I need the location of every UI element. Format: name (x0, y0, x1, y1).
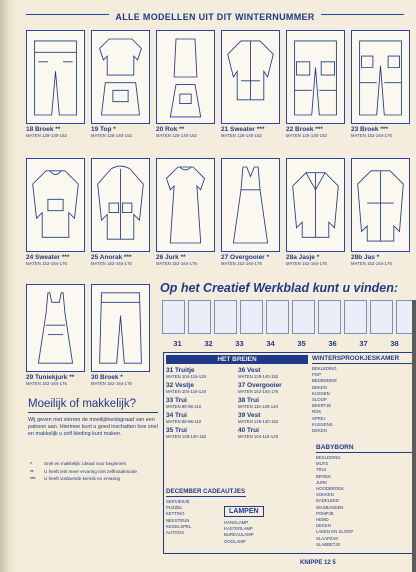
pattern-label: 26 Jurk ** (156, 254, 186, 261)
item-title: 35 Trui (166, 427, 187, 434)
item-title: 32 Vestje (166, 382, 194, 389)
pattern-sizes: MATEN 128-140-152 (26, 133, 67, 138)
pattern-sizes: MATEN 152-164-176 (26, 261, 67, 266)
list-item: MUTS (316, 461, 329, 467)
list-item: NEKSTEUN (166, 517, 190, 523)
pattern-label: 29 Tuniekjurk ** (26, 374, 75, 381)
pattern-sizes: MATEN 128-140-152 (91, 133, 132, 138)
page-footer: KNIPPE 12 5 (300, 560, 336, 566)
pattern-card[interactable] (156, 30, 215, 138)
item-title: 36 Vest (238, 367, 261, 374)
list-item: DEKEN (316, 523, 331, 529)
list-item: SERVIESJE (166, 499, 190, 504)
item-title: 40 Trui (238, 427, 259, 434)
page-header (20, 4, 410, 22)
pattern-sizes: MATEN 128-140-152 (156, 133, 197, 138)
header-title: ALLE MODELLEN UIT DIT WINTERNUMMER (109, 12, 320, 22)
item-number: 38 (390, 339, 399, 348)
thumbnail[interactable] (266, 300, 289, 334)
pattern-illustration (91, 30, 150, 124)
breien-grid (166, 367, 308, 439)
list-item: SLABBETJE (316, 541, 341, 547)
thumbnail[interactable] (292, 300, 315, 334)
babyborn-list (316, 455, 412, 548)
list-item: KUSSENS (312, 421, 333, 427)
thumbnail[interactable] (344, 300, 367, 334)
pattern-row-3 (26, 284, 150, 386)
pattern-card[interactable] (286, 30, 345, 138)
item-sizes: MATEN 116-128-140 (238, 404, 278, 409)
item-number: 34 (266, 339, 275, 348)
pattern-sizes: MATEN 152-164-176 (351, 133, 392, 138)
pattern-sizes: MATEN 152-164-176 (26, 381, 67, 386)
list-item: BEKLEDING (316, 455, 341, 460)
pattern-illustration (221, 158, 280, 252)
pattern-card[interactable] (26, 158, 85, 266)
item-sizes: MATEN 128-140-152 (166, 434, 207, 439)
list-item: HOODBROEK (316, 486, 344, 492)
lampen-list (224, 520, 308, 545)
pattern-sizes: MATEN 128-140-152 (286, 133, 327, 138)
legend-text: U heeft iets meer ervaring met zelfmaakmode (44, 468, 137, 474)
list-item: KEGELSPEL (166, 523, 192, 529)
list-item: BROEK (316, 473, 332, 479)
item-title: 33 Trui (166, 397, 187, 404)
pattern-illustration (156, 158, 215, 252)
legend-row (30, 468, 158, 476)
creatief-title: Op het Creatief Werkblad kunt u vinden: (160, 281, 398, 295)
list-item: POMPJE (316, 510, 334, 516)
item-sizes: MATEN 86-98-110 (166, 404, 202, 409)
thumbnail[interactable] (370, 300, 393, 334)
breien-heading: HET BREIEN (166, 355, 308, 364)
pattern-card[interactable] (156, 158, 215, 266)
item-title: 39 Vest (238, 412, 261, 419)
item-title: 38 Trui (238, 397, 259, 404)
december-heading: DECEMBER CADEAUTJES (166, 488, 246, 495)
list-item: POP (312, 372, 322, 378)
item-sizes: MATEN 104-116-128 (166, 389, 206, 394)
pattern-illustration (286, 30, 345, 124)
item-sizes: MATEN 128-140-152 (238, 374, 279, 379)
list-item: HEMD (316, 517, 329, 523)
breien-item[interactable] (238, 427, 308, 439)
divider (28, 412, 158, 413)
item-sizes: MATEN 128-140-152 (238, 419, 279, 424)
pattern-label: 28b Jas * (351, 254, 380, 261)
item-title: 37 Overgooier (238, 382, 282, 389)
legend-text: Snel en makkelijk: ideaal voor beginners (44, 461, 127, 466)
item-title: 31 Truitje (166, 367, 195, 374)
pattern-row-1 (26, 30, 414, 138)
list-item: KETTING (166, 511, 185, 517)
breien-item[interactable] (238, 382, 308, 394)
pattern-sizes: MATEN 152-164-176 (91, 261, 132, 266)
item-number: 36 (328, 339, 337, 348)
list-item: BEERTJE (312, 403, 332, 409)
list-item: HANGLAMP (224, 520, 249, 525)
stars: ** (30, 468, 34, 474)
stars: *** (30, 476, 36, 481)
item-sizes: MATEN 86-98-110 (166, 419, 202, 424)
breien-item[interactable] (166, 397, 238, 409)
pattern-label: 18 Broek ** (26, 126, 61, 133)
pattern-card[interactable] (221, 30, 280, 138)
breien-item[interactable] (238, 397, 308, 409)
list-item: SLOOP (312, 397, 327, 403)
list-item: BEKLEDING (312, 366, 337, 371)
winter-section (312, 355, 416, 434)
babyborn-section (316, 444, 412, 548)
list-item: KASTERLAMP (224, 526, 253, 532)
pattern-label: 24 Sweater *** (26, 254, 70, 261)
pattern-illustration (351, 30, 410, 124)
pattern-sizes: MATEN 152-164-176 (286, 261, 327, 266)
pattern-card[interactable] (351, 158, 410, 266)
breien-item[interactable] (166, 412, 238, 424)
pattern-card[interactable] (221, 158, 280, 266)
pattern-card[interactable] (91, 30, 150, 138)
pattern-sizes: MATEN 152-164-176 (351, 261, 392, 266)
breien-section (166, 355, 308, 439)
pattern-card[interactable] (26, 30, 85, 138)
thumbnail[interactable] (188, 300, 211, 334)
item-number: 32 (204, 339, 213, 348)
legend-row (30, 460, 158, 468)
pattern-sizes: MATEN 152-164-176 (156, 261, 197, 266)
pattern-label: 27 Overgooier * (221, 254, 270, 261)
list-item: SOKKEN (316, 492, 334, 498)
thumbnail[interactable] (214, 300, 237, 334)
pattern-label: 21 Sweater *** (221, 126, 265, 133)
list-item: LAKEN EN SLOOP (316, 529, 354, 535)
pattern-illustration (351, 158, 410, 252)
creatief-thumbnails (162, 300, 416, 334)
breien-item[interactable] (238, 412, 308, 424)
list-item: KUSSEN (312, 390, 330, 396)
pattern-card[interactable] (26, 284, 85, 386)
pattern-sizes: MATEN 152-164-176 (91, 381, 132, 386)
list-item: SLAAPZAK (316, 535, 339, 541)
item-title: 34 Trui (166, 412, 187, 419)
pattern-card[interactable] (351, 30, 410, 138)
list-item: WASBANDEN (316, 504, 344, 510)
pattern-card[interactable] (91, 158, 150, 266)
creatief-numbers (162, 339, 416, 348)
list-item: AUTOOS (166, 530, 185, 536)
scan-edge (412, 300, 416, 572)
list-item: BADKLEED (316, 498, 339, 504)
legend-row (30, 475, 158, 483)
thumbnail[interactable] (162, 300, 185, 334)
pattern-label: 25 Anorak *** (91, 254, 132, 261)
list-item: DEKEN (312, 384, 327, 390)
list-item: DEKEN (312, 428, 327, 434)
pattern-illustration (91, 284, 150, 372)
pattern-sizes: MATEN 152-164-176 (221, 261, 262, 266)
list-item: OOGLAMP (224, 538, 246, 544)
item-sizes: MATEN 152-164-176 (238, 389, 279, 394)
item-number: 31 (173, 339, 182, 348)
winter-heading: WINTERSPROOKJESKAMER (312, 355, 416, 364)
breien-item[interactable] (166, 367, 238, 379)
item-number: 33 (235, 339, 244, 348)
pattern-label: 20 Rok ** (156, 126, 185, 133)
list-item: JURK (316, 479, 328, 485)
item-sizes: MATEN 104-116-128 (238, 434, 278, 439)
babyborn-heading: BABYBORN (316, 444, 412, 453)
pattern-illustration (286, 158, 345, 252)
pattern-illustration (26, 30, 85, 124)
pattern-sizes: MATEN 128-140-152 (221, 133, 262, 138)
thumbnail[interactable] (318, 300, 341, 334)
difficulty-legend (30, 460, 158, 483)
breien-item[interactable] (166, 382, 238, 394)
pattern-label: 19 Top * (91, 126, 116, 133)
winter-list (312, 366, 416, 434)
pattern-label: 23 Broek *** (351, 126, 388, 133)
item-number: 35 (297, 339, 306, 348)
list-item: ROK (312, 409, 322, 415)
item-sizes: MATEN 104-116-128 (166, 374, 206, 379)
list-item: BUREAULAMP (224, 532, 254, 538)
breien-item[interactable] (166, 427, 238, 439)
page-gutter-shadow (0, 0, 14, 572)
stars: * (30, 461, 32, 466)
list-item: SPREI (312, 415, 325, 421)
pattern-label: 22 Broek *** (286, 126, 323, 133)
pattern-row-2 (26, 158, 414, 266)
difficulty-title: Moeilijk of makkelijk? (28, 398, 137, 410)
legend-text: U heeft voldoende kennis en ervaring (44, 476, 121, 481)
breien-item[interactable] (238, 367, 308, 379)
pattern-card[interactable] (91, 284, 150, 386)
pattern-illustration (26, 284, 85, 372)
lampen-section (224, 500, 308, 545)
pattern-illustration (221, 30, 280, 124)
pattern-illustration (156, 30, 215, 124)
pattern-label: 30 Broek * (91, 374, 123, 381)
pattern-card[interactable] (286, 158, 345, 266)
item-number: 37 (359, 339, 368, 348)
pattern-illustration (91, 158, 150, 252)
difficulty-text: Wij geven met sterren de moeilijkheidsgraad van een patroon aan. Hiermee kunt u goed inschatten hoe snel en makkelijk u zelf kleding kunt maken. (28, 417, 158, 437)
thumbnail[interactable] (240, 300, 263, 334)
pattern-label: 28a Jasje * (286, 254, 320, 261)
difficulty-section (28, 398, 158, 438)
pattern-illustration (26, 158, 85, 252)
list-item: TRUI (316, 467, 327, 473)
list-item: PUZZEL (166, 505, 183, 511)
lampen-heading: LAMPEN (224, 506, 264, 517)
list-item: BEDBODEM (312, 378, 337, 384)
